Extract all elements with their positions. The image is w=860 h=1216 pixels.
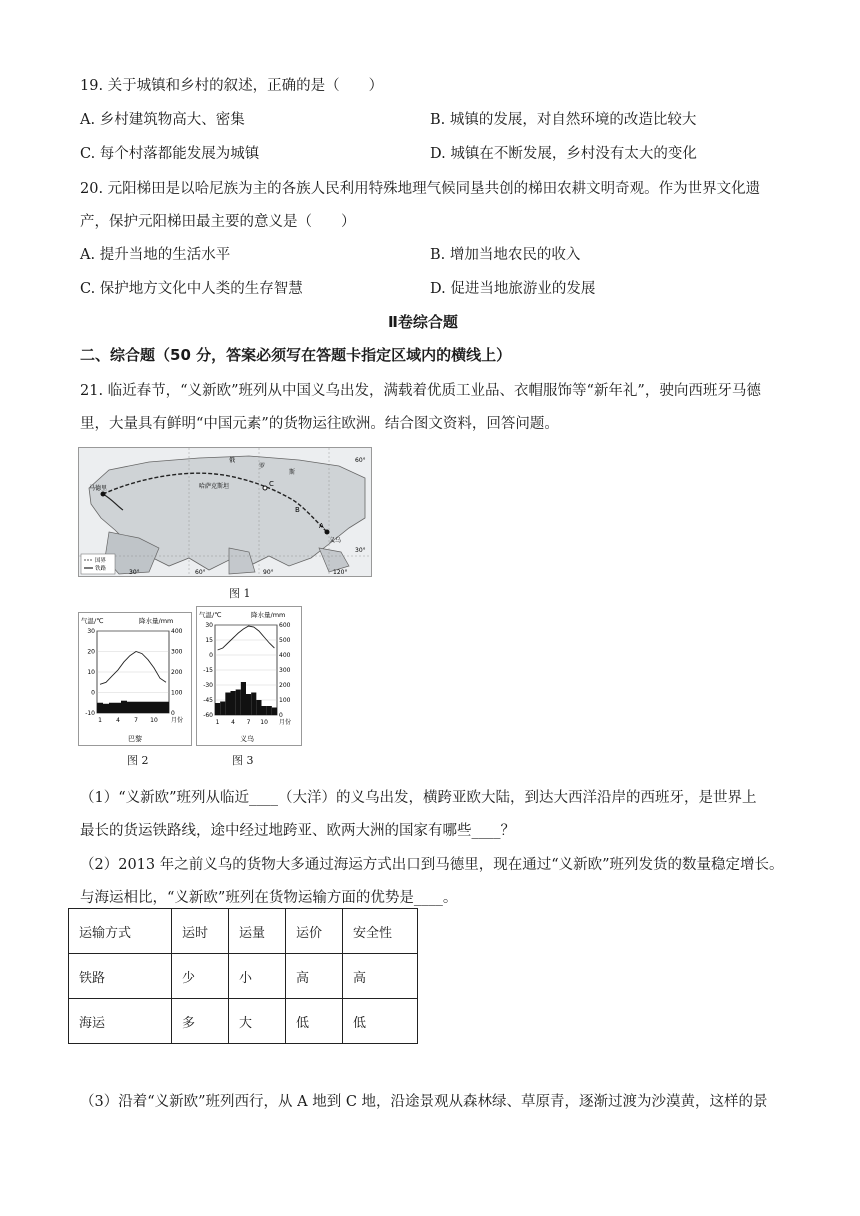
precip-bar (103, 704, 109, 713)
precip-bar (109, 703, 115, 713)
precip-bar (127, 702, 133, 713)
table-row (69, 954, 418, 999)
table-cell: 小 (229, 954, 286, 999)
point-c-marker (263, 486, 267, 490)
precip-bar (251, 693, 256, 716)
table-header-row (69, 909, 418, 954)
table-cell: 低 (286, 999, 343, 1044)
temp-tick-label: -15 (203, 667, 213, 674)
precip-bar (97, 703, 103, 713)
precip-tick-label: 200 (171, 669, 183, 676)
table-header-cell: 运输方式 (69, 909, 172, 954)
month-unit-label: 月份 (171, 717, 184, 724)
month-tick-label: 7 (134, 717, 138, 724)
precip-bar (225, 693, 230, 716)
precip-tick-label: 200 (279, 682, 291, 689)
table-cell: 海运 (69, 999, 172, 1044)
q19-option-a: A. 乡村建筑物高大、密集 (80, 112, 245, 128)
yiwu-marker (325, 530, 330, 535)
precip-bar (231, 691, 236, 715)
precip-bar (151, 702, 157, 713)
temp-tick-label: 0 (209, 652, 213, 659)
temp-tick-label: 0 (91, 689, 95, 697)
chart3-precip-label: 降水量/mm (251, 611, 286, 619)
q21-part1-line2: 最长的货运铁路线，途中经过地跨亚、欧两大洲的国家有哪些____？ (80, 823, 515, 839)
month-tick-label: 1 (215, 719, 220, 726)
label-a: A (319, 522, 324, 530)
temperature-line (218, 626, 275, 650)
q20-option-c: C. 保护地方文化中人类的生存智慧 (80, 281, 303, 297)
table-cell: 大 (229, 999, 286, 1044)
paris-climate-chart (79, 613, 191, 745)
precip-bar (133, 702, 139, 713)
label-lat30: 30° (355, 547, 366, 554)
precip-bar (241, 682, 246, 715)
label-lat60: 60° (355, 457, 366, 464)
precip-bar (115, 703, 121, 713)
q21-part3-line1: （3）沿着“义新欧”班列西行，从 A 地到 C 地，沿途景观从森林绿、草原青，逐渐过渡为沙漠黄，这样的景 (80, 1094, 768, 1110)
precip-tick-label: 0 (279, 712, 283, 719)
q21-part2-line2: 与海运相比，“义新欧”班列在货物运输方面的优势是____。 (80, 890, 458, 906)
precip-bar (236, 690, 241, 716)
figure-2-chart (78, 612, 192, 746)
temp-tick-label: 30 (205, 622, 213, 629)
label-lon30: 30° (129, 569, 140, 576)
month-tick-label: 4 (116, 717, 120, 724)
label-lon120: 120° (333, 569, 348, 576)
chart2-temp-label: 气温/℃ (81, 617, 104, 625)
figure-3-caption: 图 3 (232, 754, 254, 767)
precip-tick-label: 600 (279, 622, 291, 629)
precip-bar (145, 702, 151, 713)
route-map (79, 448, 371, 576)
legend-border-label: 国界 (95, 558, 107, 564)
q20-stem-line1: 20. 元阳梯田是以哈尼族为主的各族人民利用特殊地理气候同垦共创的梯田农耕文明奇观。作为世界文化遗 (80, 181, 761, 197)
precip-tick-label: 0 (171, 710, 175, 717)
q20-option-d: D. 促进当地旅游业的发展 (430, 281, 596, 297)
month-tick-label: 4 (231, 719, 235, 726)
temp-tick-label: 10 (87, 669, 95, 676)
table-cell: 高 (343, 954, 418, 999)
temp-tick-label: 15 (205, 637, 213, 644)
q19-option-d: D. 城镇在不断发展，乡村没有太大的变化 (430, 146, 697, 162)
table-header-cell: 运量 (229, 909, 286, 954)
legend-rail-label: 铁路 (95, 566, 107, 572)
q20-option-a: A. 提升当地的生活水平 (80, 247, 231, 263)
month-tick-label: 10 (260, 719, 268, 726)
chart2-precip-label: 降水量/mm (139, 617, 174, 625)
table-header-cell: 安全性 (343, 909, 418, 954)
figure-3-chart (196, 606, 302, 746)
month-tick-label: 1 (98, 717, 102, 724)
precip-bar (262, 706, 267, 715)
temp-tick-label: -45 (203, 697, 213, 704)
temp-tick-label: 20 (87, 648, 95, 656)
label-si: 斯 (289, 469, 296, 476)
label-lon90: 90° (263, 569, 274, 576)
figure-1-caption: 图 1 (229, 587, 251, 600)
table-cell: 铁路 (69, 954, 172, 999)
month-unit-label: 月份 (279, 719, 292, 726)
q20-option-b: B. 增加当地农民的收入 (430, 247, 581, 263)
precip-bar (163, 702, 169, 713)
label-c: C (269, 480, 274, 488)
precip-bar (215, 703, 220, 715)
section-title: Ⅱ卷综合题 (388, 313, 458, 331)
q19-option-c: C. 每个村落都能发展为城镇 (80, 146, 260, 162)
temperature-line (100, 652, 166, 685)
temp-tick-label: -10 (85, 710, 95, 717)
table-row (69, 999, 418, 1044)
table-cell: 少 (172, 954, 229, 999)
month-tick-label: 7 (246, 719, 251, 726)
precip-bar (139, 702, 145, 713)
chart3-temp-label: 气温/℃ (199, 611, 222, 619)
precip-tick-label: 100 (171, 689, 183, 697)
q19-stem: 19. 关于城镇和乡村的叙述，正确的是（ ） (80, 78, 384, 94)
precip-tick-label: 400 (279, 652, 291, 659)
table-header-cell: 运价 (286, 909, 343, 954)
table-cell: 低 (343, 999, 418, 1044)
temp-tick-label: 30 (87, 628, 95, 635)
temp-tick-label: -60 (203, 712, 213, 719)
precip-bar (121, 701, 127, 713)
precip-bar (256, 700, 261, 715)
chart3-station: 义乌 (240, 735, 254, 743)
q21-intro-line1: 21. 临近春节，“义新欧”班列从中国义乌出发，满载着优质工业品、衣帽服饰等“新年礼”，驶向西班牙马德 (80, 383, 761, 399)
figure-2-caption: 图 2 (127, 754, 149, 767)
q21-part1-line1: （1）“义新欧”班列从临近____（大洋）的义乌出发，横跨亚欧大陆，到达大西洋沿岸的西班牙，是世界上 (80, 790, 757, 806)
yiwu-climate-chart (197, 607, 301, 745)
q21-intro-line2: 里，大量具有鲜明“中国元素”的货物运往欧洲。结合图文资料，回答问题。 (80, 416, 559, 432)
precip-bar (157, 702, 163, 713)
precip-bar (246, 694, 251, 715)
label-madrid: 马德里 (89, 485, 108, 492)
month-tick-label: 10 (150, 717, 158, 724)
madrid-marker (101, 492, 106, 497)
label-e: 俄 (229, 457, 236, 464)
chart2-station: 巴黎 (128, 735, 142, 743)
precip-tick-label: 300 (171, 648, 183, 656)
label-b: B (295, 506, 300, 514)
label-yiwu: 义乌 (329, 537, 342, 544)
precip-bar (220, 702, 225, 716)
precip-tick-label: 100 (279, 697, 291, 704)
precip-tick-label: 500 (279, 637, 291, 644)
label-lon60: 60° (195, 569, 206, 576)
q21-part2-line1: （2）2013 年之前义乌的货物大多通过海运方式出口到马德里，现在通过“义新欧”班列发货的数量稳定增长。 (80, 857, 784, 873)
q20-stem-line2: 产，保护元阳梯田最主要的意义是（ ） (80, 214, 356, 230)
precip-tick-label: 400 (171, 628, 183, 635)
part2-heading: 二、综合题（50 分，答案必须写在答题卡指定区域内的横线上） (80, 346, 512, 364)
q19-option-b: B. 城镇的发展，对自然环境的改造比较大 (430, 112, 697, 128)
table-cell: 多 (172, 999, 229, 1044)
temp-tick-label: -30 (203, 682, 213, 689)
table-header-cell: 运时 (172, 909, 229, 954)
label-kazakhstan: 哈萨克斯坦 (199, 483, 230, 490)
figure-1-map (78, 447, 372, 577)
precip-tick-label: 300 (279, 667, 291, 674)
table-cell: 高 (286, 954, 343, 999)
label-luo: 罗 (259, 463, 266, 470)
transport-comparison-table (68, 908, 418, 1044)
precip-bar (267, 706, 272, 715)
precip-bar (272, 708, 277, 716)
